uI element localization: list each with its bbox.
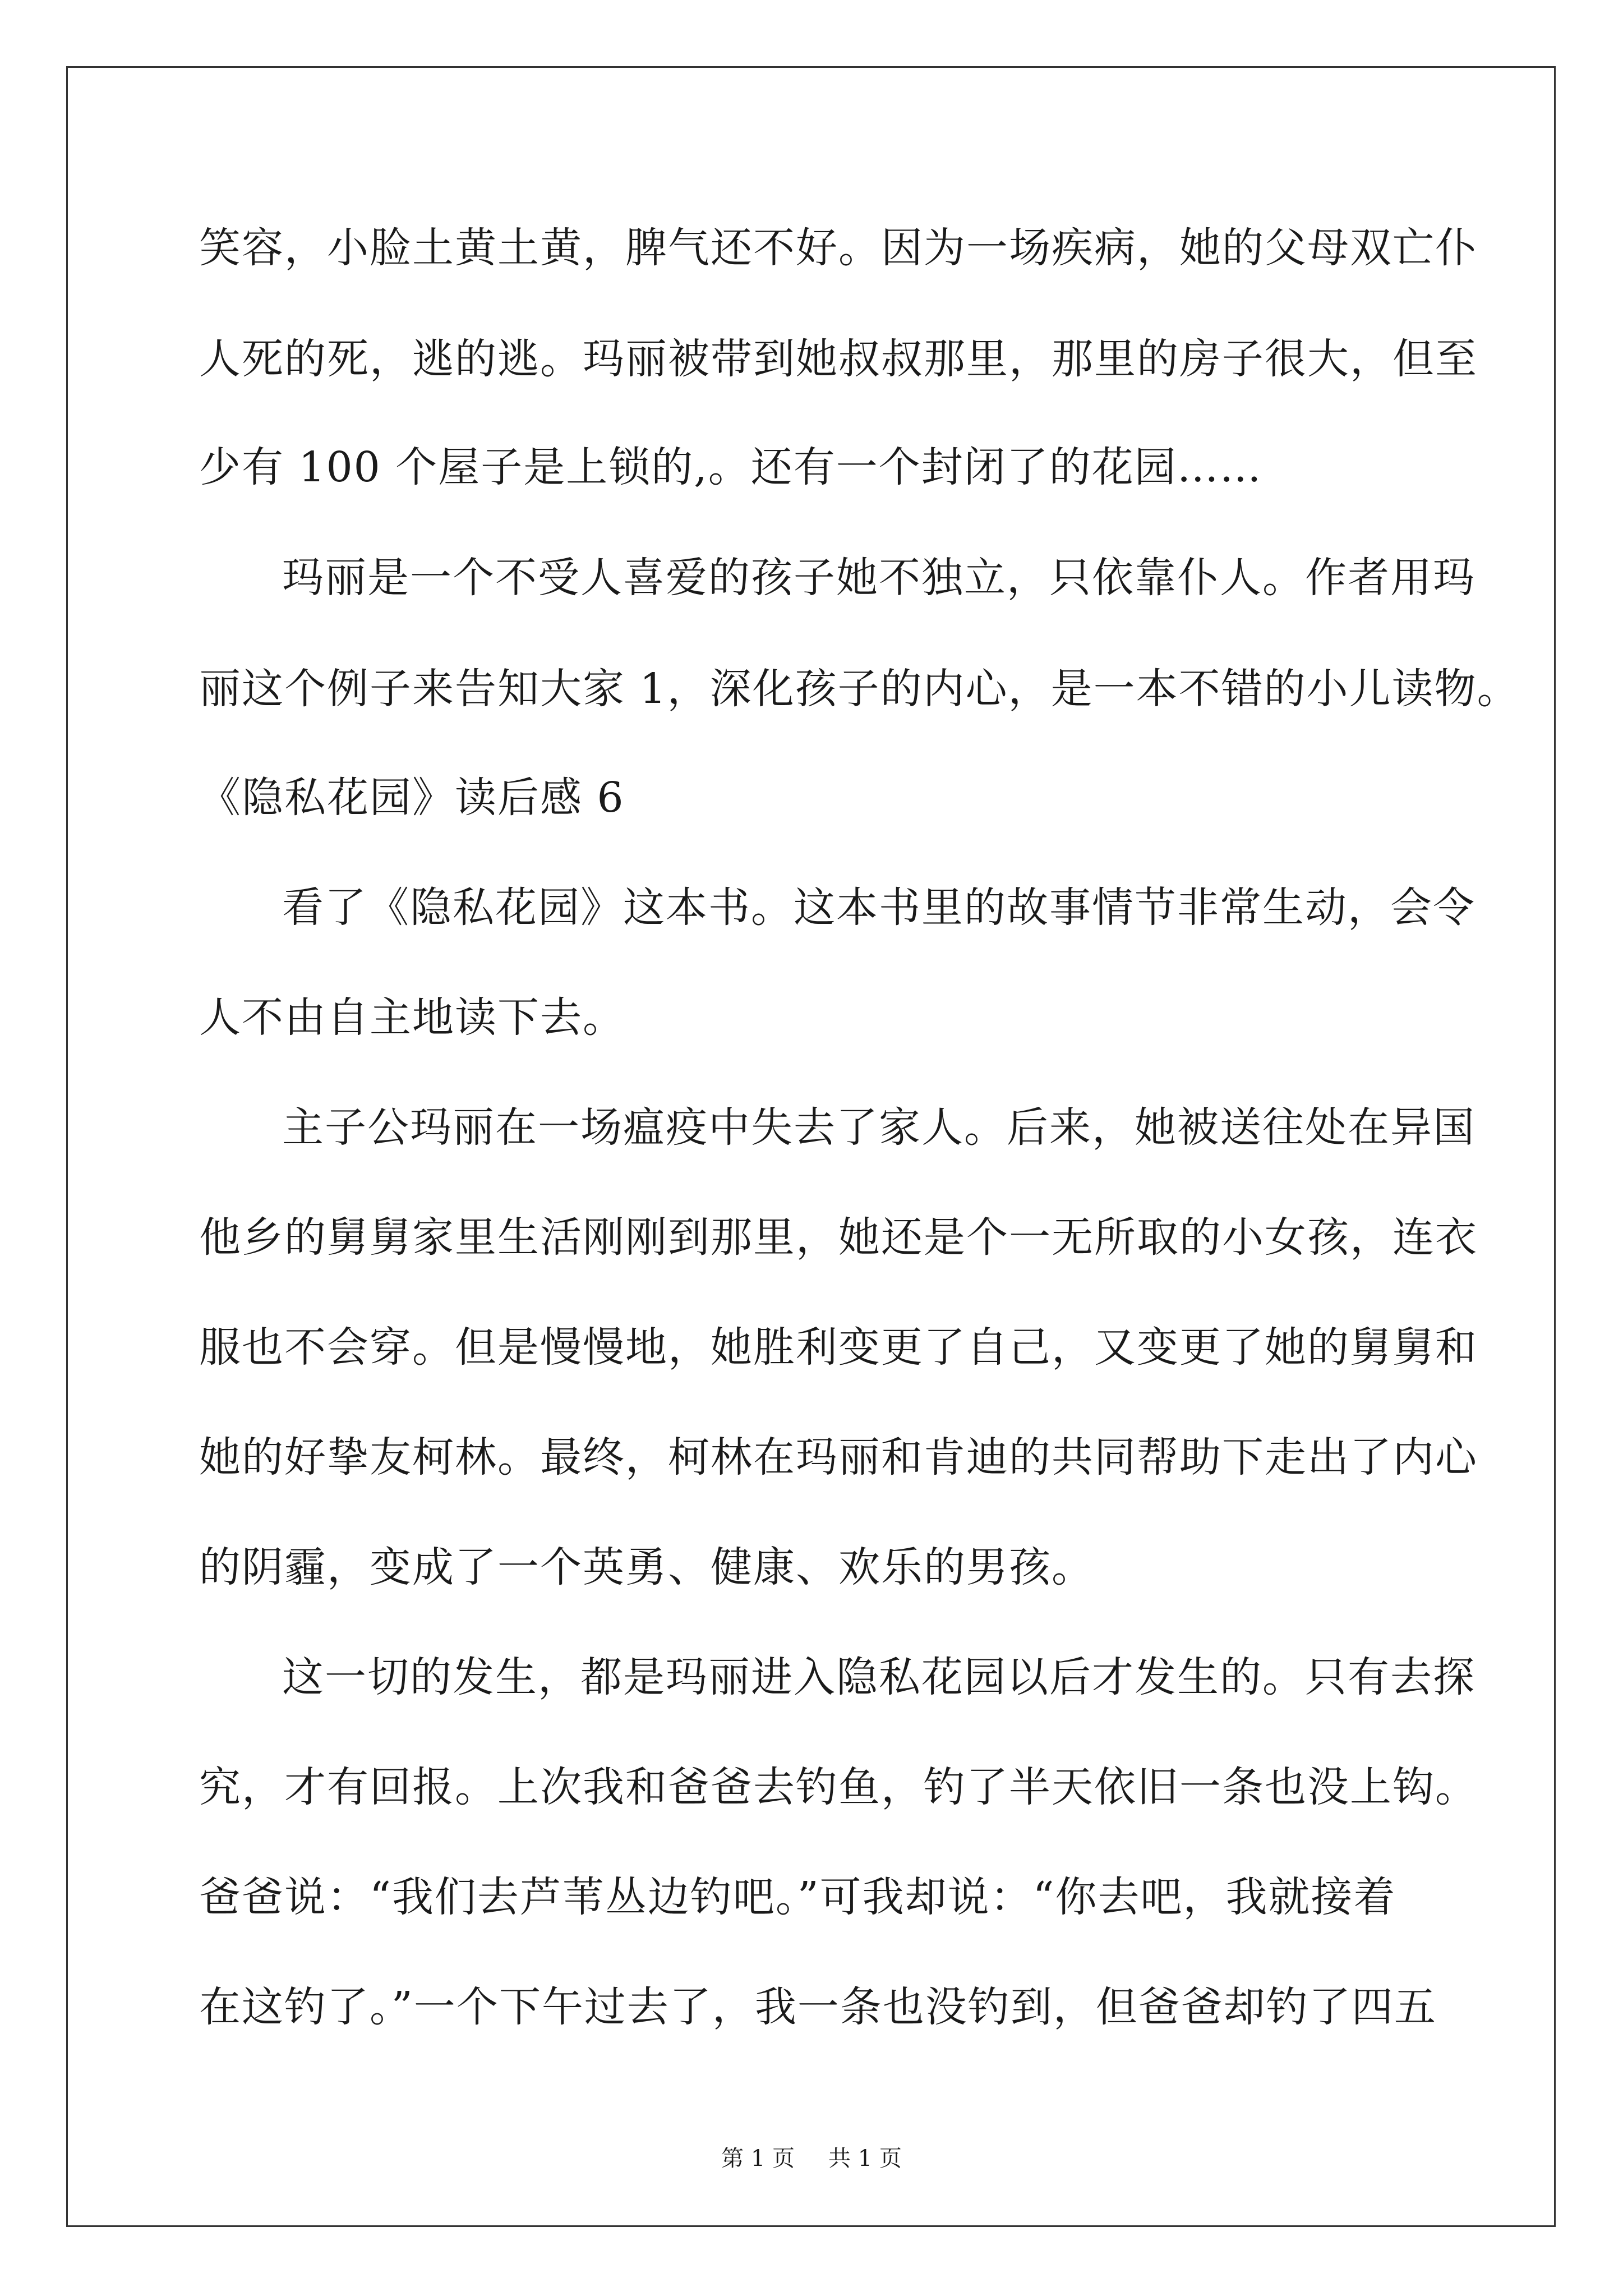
page-footer xyxy=(0,2143,1623,2174)
section-heading: 《隐私花园》读后感 6 xyxy=(199,774,625,822)
paragraph-first-line: 玛丽是一个不受人喜爱的孩子她不独立，只依靠仆人。作者用玛 xyxy=(282,554,1476,602)
page-total: 共 1 页 xyxy=(828,2146,902,2171)
text-line: 她的好挚友柯林。最终，柯林在玛丽和肯迪的共同帮助下走出了内心 xyxy=(199,1433,1478,1481)
text-line: 人死的死，逃的逃。玛丽被带到她叔叔那里，那里的房子很大，但至 xyxy=(199,335,1478,383)
text-line: 的阴霾，变成了一个英勇、健康、欢乐的男孩。 xyxy=(199,1543,1094,1591)
text-line: 爸爸说：“我们去芦苇丛边钓吧。”可我却说：“你去吧，我就接着 xyxy=(199,1873,1396,1921)
text-line: 他乡的舅舅家里生活刚刚到那里，她还是个一无所取的小女孩，连衣 xyxy=(199,1213,1478,1262)
text-line: 服也不会穿。但是慢慢地，她胜利变更了自己，又变更了她的舅舅和 xyxy=(199,1323,1478,1372)
text-line: 笑容，小脸土黄土黄，脾气还不好。因为一场疾病，她的父母双亡仆 xyxy=(199,224,1478,272)
paragraph-first-line: 看了《隐私花园》这本书。这本书里的故事情节非常生动，会令 xyxy=(282,884,1476,932)
paragraph-first-line: 这一切的发生，都是玛丽进入隐私花园以后才发生的。只有去探 xyxy=(282,1653,1476,1701)
text-line: 丽这个例子来告知大家 1，深化孩子的内心，是一本不错的小儿读物。 xyxy=(199,665,1520,713)
text-line: 人不由自主地读下去。 xyxy=(199,993,625,1042)
text-line: 在这钓了。”一个下午过去了，我一条也没钓到，但爸爸却钓了四五 xyxy=(199,1983,1437,2031)
text-line: 少有 100 个屋子是上锁的,。还有一个封闭了的花园…… xyxy=(199,443,1262,491)
text-line: 究，才有回报。上次我和爸爸去钓鱼，钓了半天依旧一条也没上钩。 xyxy=(199,1763,1478,1811)
paragraph-first-line: 主子公玛丽在一场瘟疫中失去了家人。后来，她被送往处在异国 xyxy=(282,1103,1476,1152)
page-number: 第 1 页 xyxy=(721,2146,795,2171)
